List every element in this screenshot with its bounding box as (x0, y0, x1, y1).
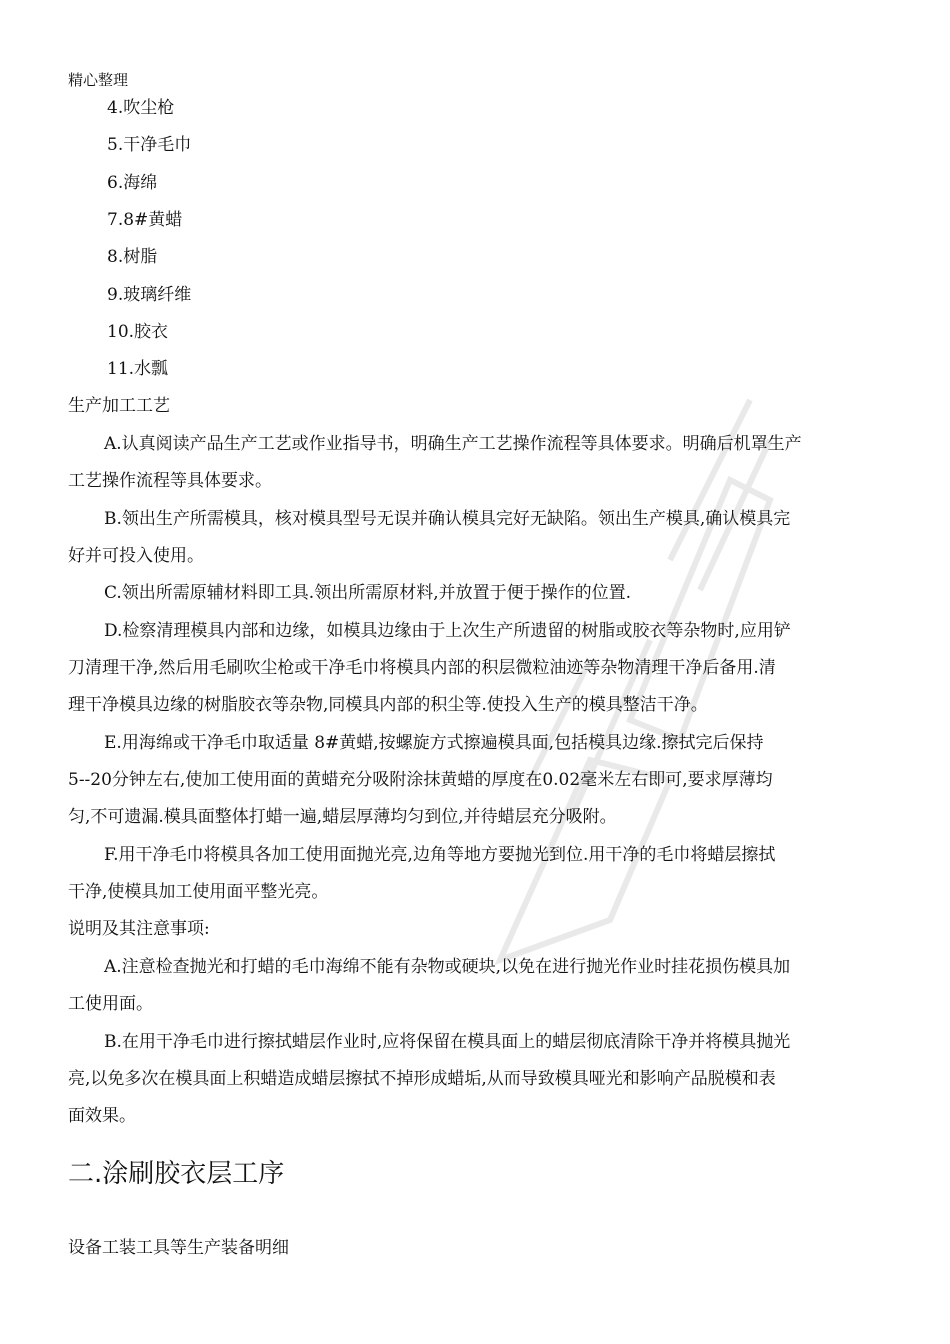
notes-line: 亮,以免多次在模具面上积蜡造成蜡层擦拭不掉形成蜡垢,从而导致模具哑光和影响产品脱模和表 (68, 1069, 776, 1089)
process-line: 干净,使模具加工使用面平整光亮。 (68, 882, 329, 902)
notes-line: A.注意检查抛光和打蜡的毛巾海绵不能有杂物或硬块,以免在进行抛光作业时挂花损伤模具加 (104, 957, 791, 977)
tool-item-9: 9.玻璃纤维 (107, 285, 192, 305)
process-line: 好并可投入使用。 (68, 546, 204, 566)
notes-line: B.在用干净毛巾进行擦拭蜡层作业时,应将保留在模具面上的蜡层彻底清除干净并将模具抛光 (104, 1032, 791, 1052)
process-line: D.检察清理模具内部和边缘，如模具边缘由于上次生产所遗留的树脂或胶衣等杂物时,应用铲 (104, 621, 791, 641)
process-line: F.用干净毛巾将模具各加工使用面抛光亮,边角等地方要抛光到位.用干净的毛巾将蜡层擦拭 (104, 845, 776, 865)
process-line: E.用海绵或干净毛巾取适量 8#黄蜡,按螺旋方式擦遍模具面,包括模具边缘.擦拭完后保持 (104, 733, 764, 753)
process-line: C.领出所需原辅材料即工具.领出所需原材料,并放置于便于操作的位置. (104, 583, 632, 603)
tool-item-10: 10.胶衣 (107, 322, 169, 342)
equipment-title: 设备工装工具等生产装备明细 (68, 1238, 289, 1258)
notes-line: 面效果。 (68, 1106, 136, 1126)
process-line: 工艺操作流程等具体要求。 (68, 471, 272, 491)
process-line: 5--20分钟左右,使加工使用面的黄蜡充分吸附涂抹黄蜡的厚度在0.02毫米左右即可,要求厚薄均 (68, 770, 773, 790)
tool-item-7: 7.8#黄蜡 (107, 210, 183, 230)
notes-title: 说明及其注意事项: (68, 919, 210, 939)
process-line: 刀清理干净,然后用毛刷吹尘枪或干净毛巾将模具内部的积层微粒油迹等杂物清理干净后备用.清 (68, 658, 776, 678)
process-line: 匀,不可遗漏.模具面整体打蜡一遍,蜡层厚薄均匀到位,并待蜡层充分吸附。 (68, 807, 617, 827)
tool-item-8: 8.树脂 (107, 247, 158, 267)
process-line: B.领出生产所需模具，核对模具型号无误并确认模具完好无缺陷。领出生产模具,确认模具完 (104, 509, 791, 529)
tool-item-11: 11.水瓢 (107, 359, 169, 379)
process-line: 理干净模具边缘的树脂胶衣等杂物,同模具内部的积尘等.使投入生产的模具整洁干净。 (68, 695, 708, 715)
header-note: 精心整理 (68, 71, 129, 89)
tool-item-5: 5.干净毛巾 (107, 135, 192, 155)
notes-line: 工使用面。 (68, 994, 153, 1014)
process-title: 生产加工工艺 (68, 396, 170, 416)
process-line: A.认真阅读产品生产工艺或作业指导书，明确生产工艺操作流程等具体要求。明确后机罩生产 (104, 434, 802, 454)
tool-item-4: 4.吹尘枪 (107, 98, 175, 118)
tool-item-6: 6.海绵 (107, 173, 158, 193)
section-heading: 二.涂刷胶衣层工序 (68, 1159, 285, 1189)
